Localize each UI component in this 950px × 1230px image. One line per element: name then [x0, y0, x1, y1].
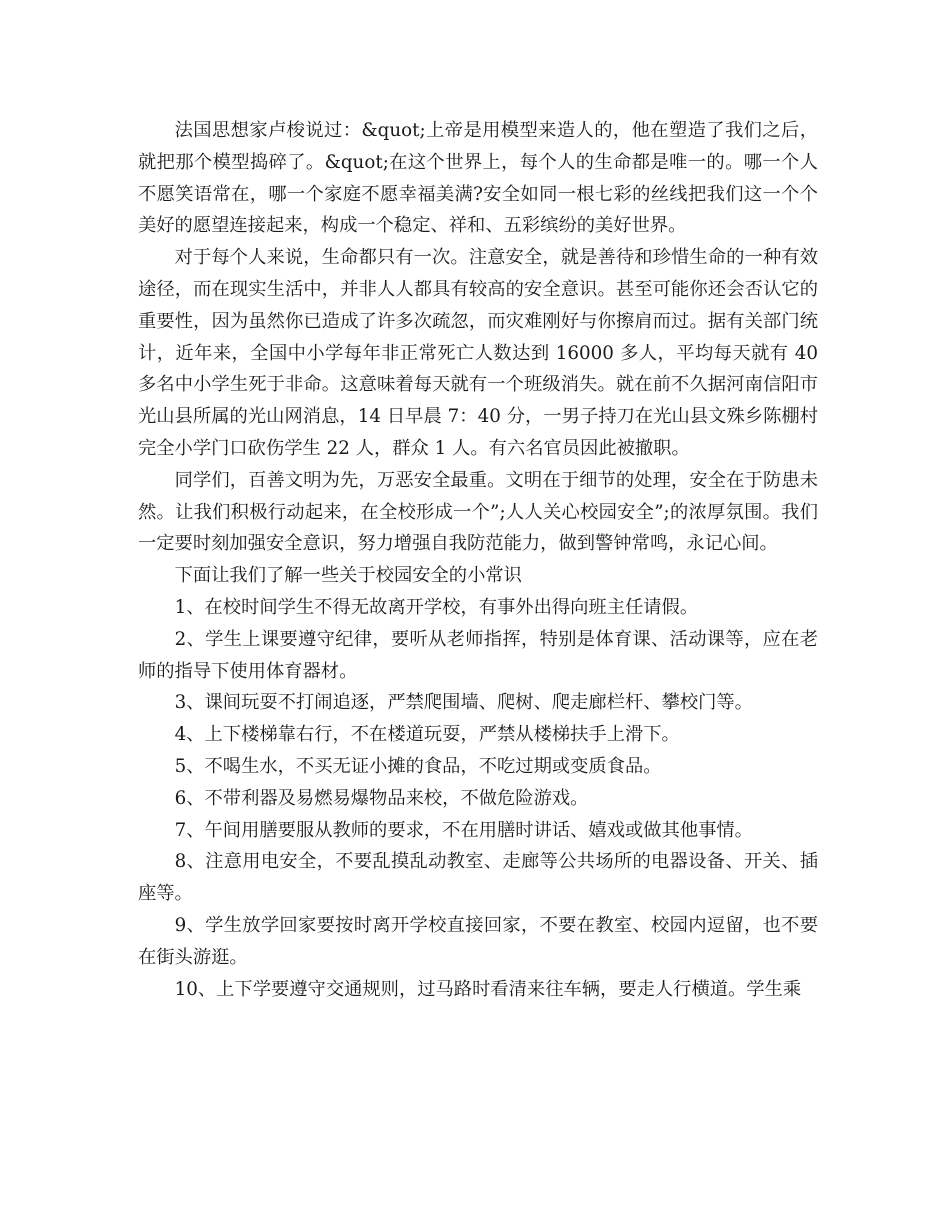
paragraph-classmates: 同学们，百善文明为先，万恶安全最重。文明在于细节的处理，安全在于防患未然。让我们积极行动起来，在全校形成一个”;人人关心校园安全”;的浓厚氛围。我们一定要时刻加强安全意识，努力增强自我防范能力，做到警钟常鸣，永记心间。	[138, 469, 818, 555]
list-item: 7、午间用膳要服从教师的要求，不在用膳时讲话、嬉戏或做其他事情。	[174, 819, 753, 841]
list-item: 3、课间玩耍不打闹追逐，严禁爬围墙、爬树、爬走廊栏杆、攀校门等。	[174, 692, 753, 714]
list-item: 5、不喝生水，不买无证小摊的食品，不吃过期或变质食品。	[174, 755, 662, 777]
list-item: 9、学生放学回家要按时离开学校直接回家，不要在教室、校园内逗留，也不要在街头游逛。	[138, 914, 818, 968]
list-item: 6、不带利器及易燃易爆物品来校，不做危险游戏。	[174, 787, 589, 809]
document-body	[138, 115, 818, 1005]
paragraph-rousseau-quote: 法国思想家卢梭说过：&quot;上帝是用模型来造人的，他在塑造了我们之后，就把那个模型捣碎了。&quot;在这个世界上，每个人的生命都是唯一的。哪一个人不愿笑语常在，哪一个家庭不愿幸福美满?安全如同一根七彩的丝线把我们这一个个美好的愿望连接起来，构成一个稳定、祥和、五彩缤纷的美好世界。	[138, 120, 818, 237]
list-item: 8、注意用电安全，不要乱摸乱动教室、走廊等公共场所的电器设备、开关、插座等。	[138, 851, 818, 905]
list-item: 10、上下学要遵守交通规则，过马路时看清来往车辆，要走人行横道。学生乘	[174, 978, 802, 1000]
list-item: 1、在校时间学生不得无故离开学校，有事外出得向班主任请假。	[174, 596, 699, 618]
paragraph-safety-tips-intro: 下面让我们了解一些关于校园安全的小常识	[174, 565, 522, 587]
list-item: 4、上下楼梯靠右行，不在楼道玩耍，严禁从楼梯扶手上滑下。	[174, 724, 680, 746]
paragraph-life-once: 对于每个人来说，生命都只有一次。注意安全，就是善待和珍惜生命的一种有效途径，而在现实生活中，并非人人都具有较高的安全意识。甚至可能你还会否认它的重要性，因为虽然你已造成了许多次疏忽，而灾难刚好与你擦肩而过。据有关部门统计，近年来，全国中小学每年非正常死亡人数达到 16000 多人，平均每天就有 40 多名中小学生死于非命。这意味着每天就有一个班级消失。就在前不久据河南信阳市光山县所属的光山网消息，14 日早晨 7：40 分，一男子持刀在光山县文殊乡陈棚村完全小学门口砍伤学生 22 人，群众 1 人。有六名官员因此被撤职。	[138, 247, 818, 459]
list-item: 2、学生上课要遵守纪律，要听从老师指挥，特别是体育课、活动课等，应在老师的指导下使用体育器材。	[138, 628, 818, 682]
